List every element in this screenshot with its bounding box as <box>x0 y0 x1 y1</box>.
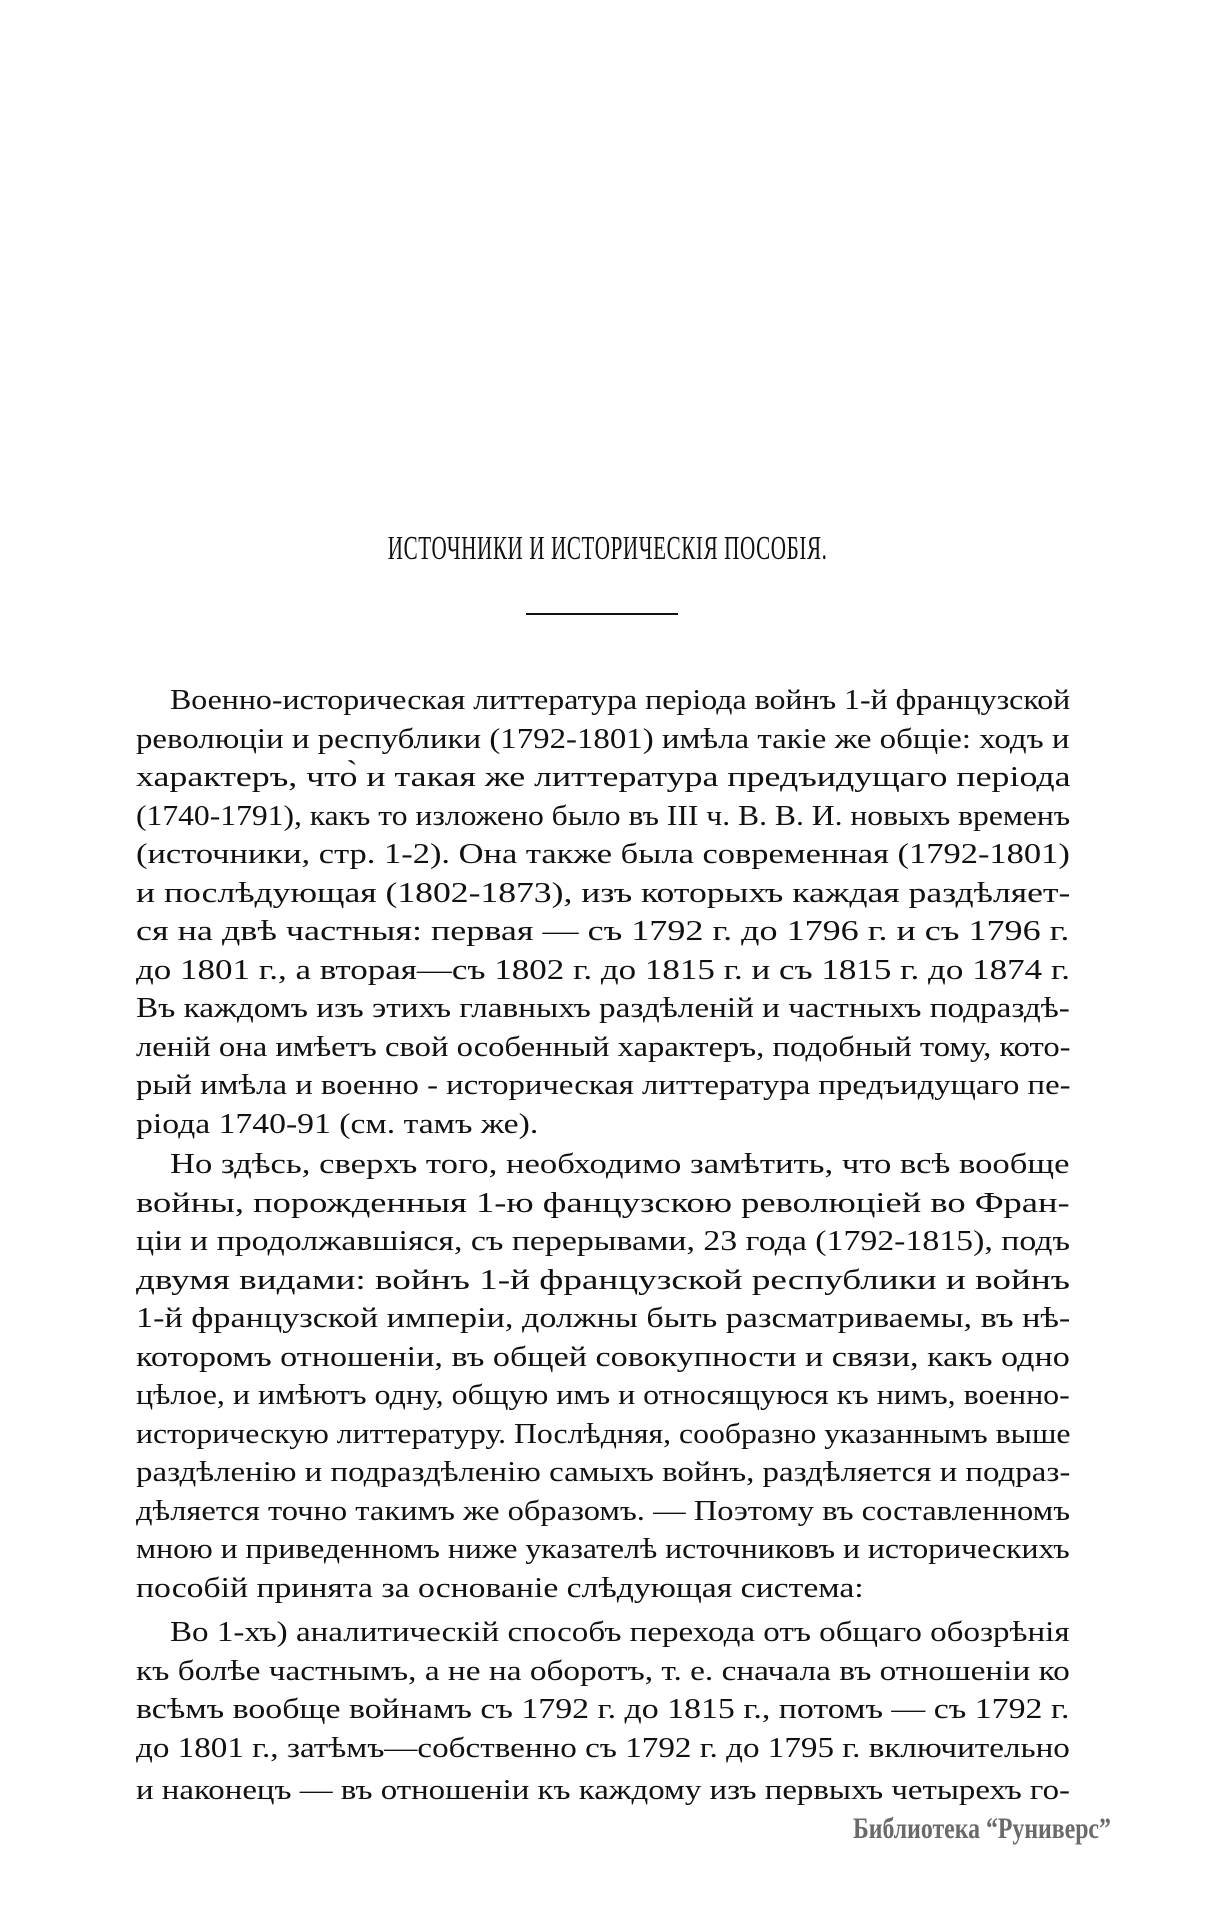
text-line <box>136 1690 1070 1729</box>
body-text <box>136 681 1070 1810</box>
text-line-content: характеръ, что̀ и такая же литтература предъидущаго періода <box>136 761 1071 793</box>
text-line <box>136 989 1070 1028</box>
text-line-content: (1740-1791), какъ то изложено было въ III ч. В. В. И. новыхъ временъ <box>136 799 1071 832</box>
paragraph <box>136 1613 1070 1810</box>
text-line <box>136 1145 1070 1184</box>
chapter-title-text: ИСТОЧНИКИ И ИСТОРИЧЕСКІЯ ПОСОБІЯ. <box>387 530 828 567</box>
text-line-content: цѣлое, и имѣютъ одну, общую имъ и относящуюся къ нимъ, военно- <box>136 1379 1070 1411</box>
text-line <box>136 951 1070 990</box>
text-line <box>136 797 1070 836</box>
text-line-content: историческую литтературу. Послѣдняя, сообразно указаннымъ выше <box>136 1417 1071 1450</box>
text-line <box>136 874 1070 913</box>
text-line <box>136 681 1070 720</box>
paragraph <box>136 1145 1070 1607</box>
text-line <box>136 835 1070 874</box>
text-line <box>136 758 1070 797</box>
text-line <box>136 1222 1070 1261</box>
text-line-content: ріода 1740-91 (см. тамъ же). <box>136 1107 539 1140</box>
text-line-content: къ болѣе частнымъ, а не на оборотъ, т. е. сначала въ отношеніи ко <box>136 1654 1070 1687</box>
text-line-content: ся на двѣ частныя: первая — съ 1792 г. до 1796 г. и съ 1796 г. <box>136 915 1070 947</box>
text-line-content: до 1801 г., а вторая—съ 1802 г. до 1815 г. и съ 1815 г. до 1874 г. <box>136 953 1070 986</box>
library-watermark <box>853 1812 1111 1846</box>
text-line <box>136 1066 1070 1105</box>
text-line-content: мною и приведенномъ ниже указателѣ источниковъ и историческихъ <box>136 1533 1070 1565</box>
text-line-content: ціи и продолжавшіяся, съ перерывами, 23 года (1792-1815), подъ <box>136 1225 1070 1257</box>
text-line-content: войны, порожденныя 1-ю фанцузскою революціей во Фран- <box>136 1186 1070 1219</box>
text-line-content: которомъ отношеніи, въ общей совокупности и связи, какъ одно <box>136 1340 1070 1373</box>
text-line <box>136 1376 1070 1415</box>
text-line-content: и послѣдующая (1802-1873), изъ которыхъ каждая раздѣляет- <box>136 876 1071 909</box>
text-line <box>136 912 1070 951</box>
text-line <box>136 1729 1070 1768</box>
text-line-content: Но здѣсь, сверхъ того, необходимо замѣтить, что всѣ вообще <box>170 1148 1070 1180</box>
text-line <box>136 1453 1070 1492</box>
text-line-content: и наконецъ — въ отношеніи къ каждому изъ первыхъ четырехъ го- <box>136 1774 1070 1806</box>
text-line-content: Въ каждомъ изъ этихъ главныхъ раздѣленій и частныхъ подраздѣ- <box>136 992 1070 1024</box>
text-line <box>136 1530 1070 1569</box>
text-line <box>136 1299 1070 1338</box>
text-line <box>136 1569 1070 1608</box>
text-line <box>136 1338 1070 1377</box>
text-line-content: раздѣленію и подраздѣленію самыхъ войнъ, раздѣляется и подраз- <box>136 1456 1071 1488</box>
text-line <box>136 1492 1070 1531</box>
text-line <box>136 1105 1070 1144</box>
text-line <box>136 1184 1070 1223</box>
text-line-content: пособій принята за основаніе слѣдующая система: <box>136 1571 864 1604</box>
text-line-content: революціи и республики (1792-1801) имѣла такіе же общіе: ходъ и <box>136 722 1070 755</box>
text-line-content: леній она имѣетъ свой особенный характеръ, подобный тому, кото- <box>136 1030 1071 1063</box>
watermark-text: Библиотека “Руниверс” <box>853 1812 1111 1845</box>
text-line <box>136 1028 1070 1067</box>
text-line-content: всѣмъ вообще войнамъ съ 1792 г. до 1815 г., потомъ — съ 1792 г. <box>136 1693 1070 1725</box>
text-line <box>136 720 1070 759</box>
text-line-content: двумя видами: войнъ 1-й французской республики и войнъ <box>136 1263 1070 1296</box>
text-line-content: 1-й французской имперіи, должны быть разсматриваемы, въ нѣ- <box>136 1302 1071 1334</box>
text-line <box>136 1261 1070 1300</box>
text-line <box>136 1652 1070 1691</box>
text-line <box>136 1771 1070 1810</box>
text-line-content: (источники, стр. 1-2). Она также была современная (1792-1801) <box>136 838 1070 870</box>
text-line-content: Военно-историческая литтература періода войнъ 1-й французской <box>170 684 1071 716</box>
chapter-title <box>0 530 1215 568</box>
title-divider <box>526 613 678 615</box>
text-line-content: Во 1-хъ) аналитическій способъ перехода отъ общаго обозрѣнія <box>170 1616 1070 1648</box>
paragraph <box>136 681 1070 1143</box>
text-line-content: рый имѣла и военно - историческая литтература предъидущаго пе- <box>136 1069 1071 1101</box>
text-line <box>136 1613 1070 1652</box>
text-line-content: до 1801 г., затѣмъ—собственно съ 1792 г. до 1795 г. включительно <box>136 1731 1070 1764</box>
text-line <box>136 1415 1070 1454</box>
text-line-content: дѣляется точно такимъ же образомъ. — Поэтому въ составленномъ <box>136 1494 1071 1527</box>
